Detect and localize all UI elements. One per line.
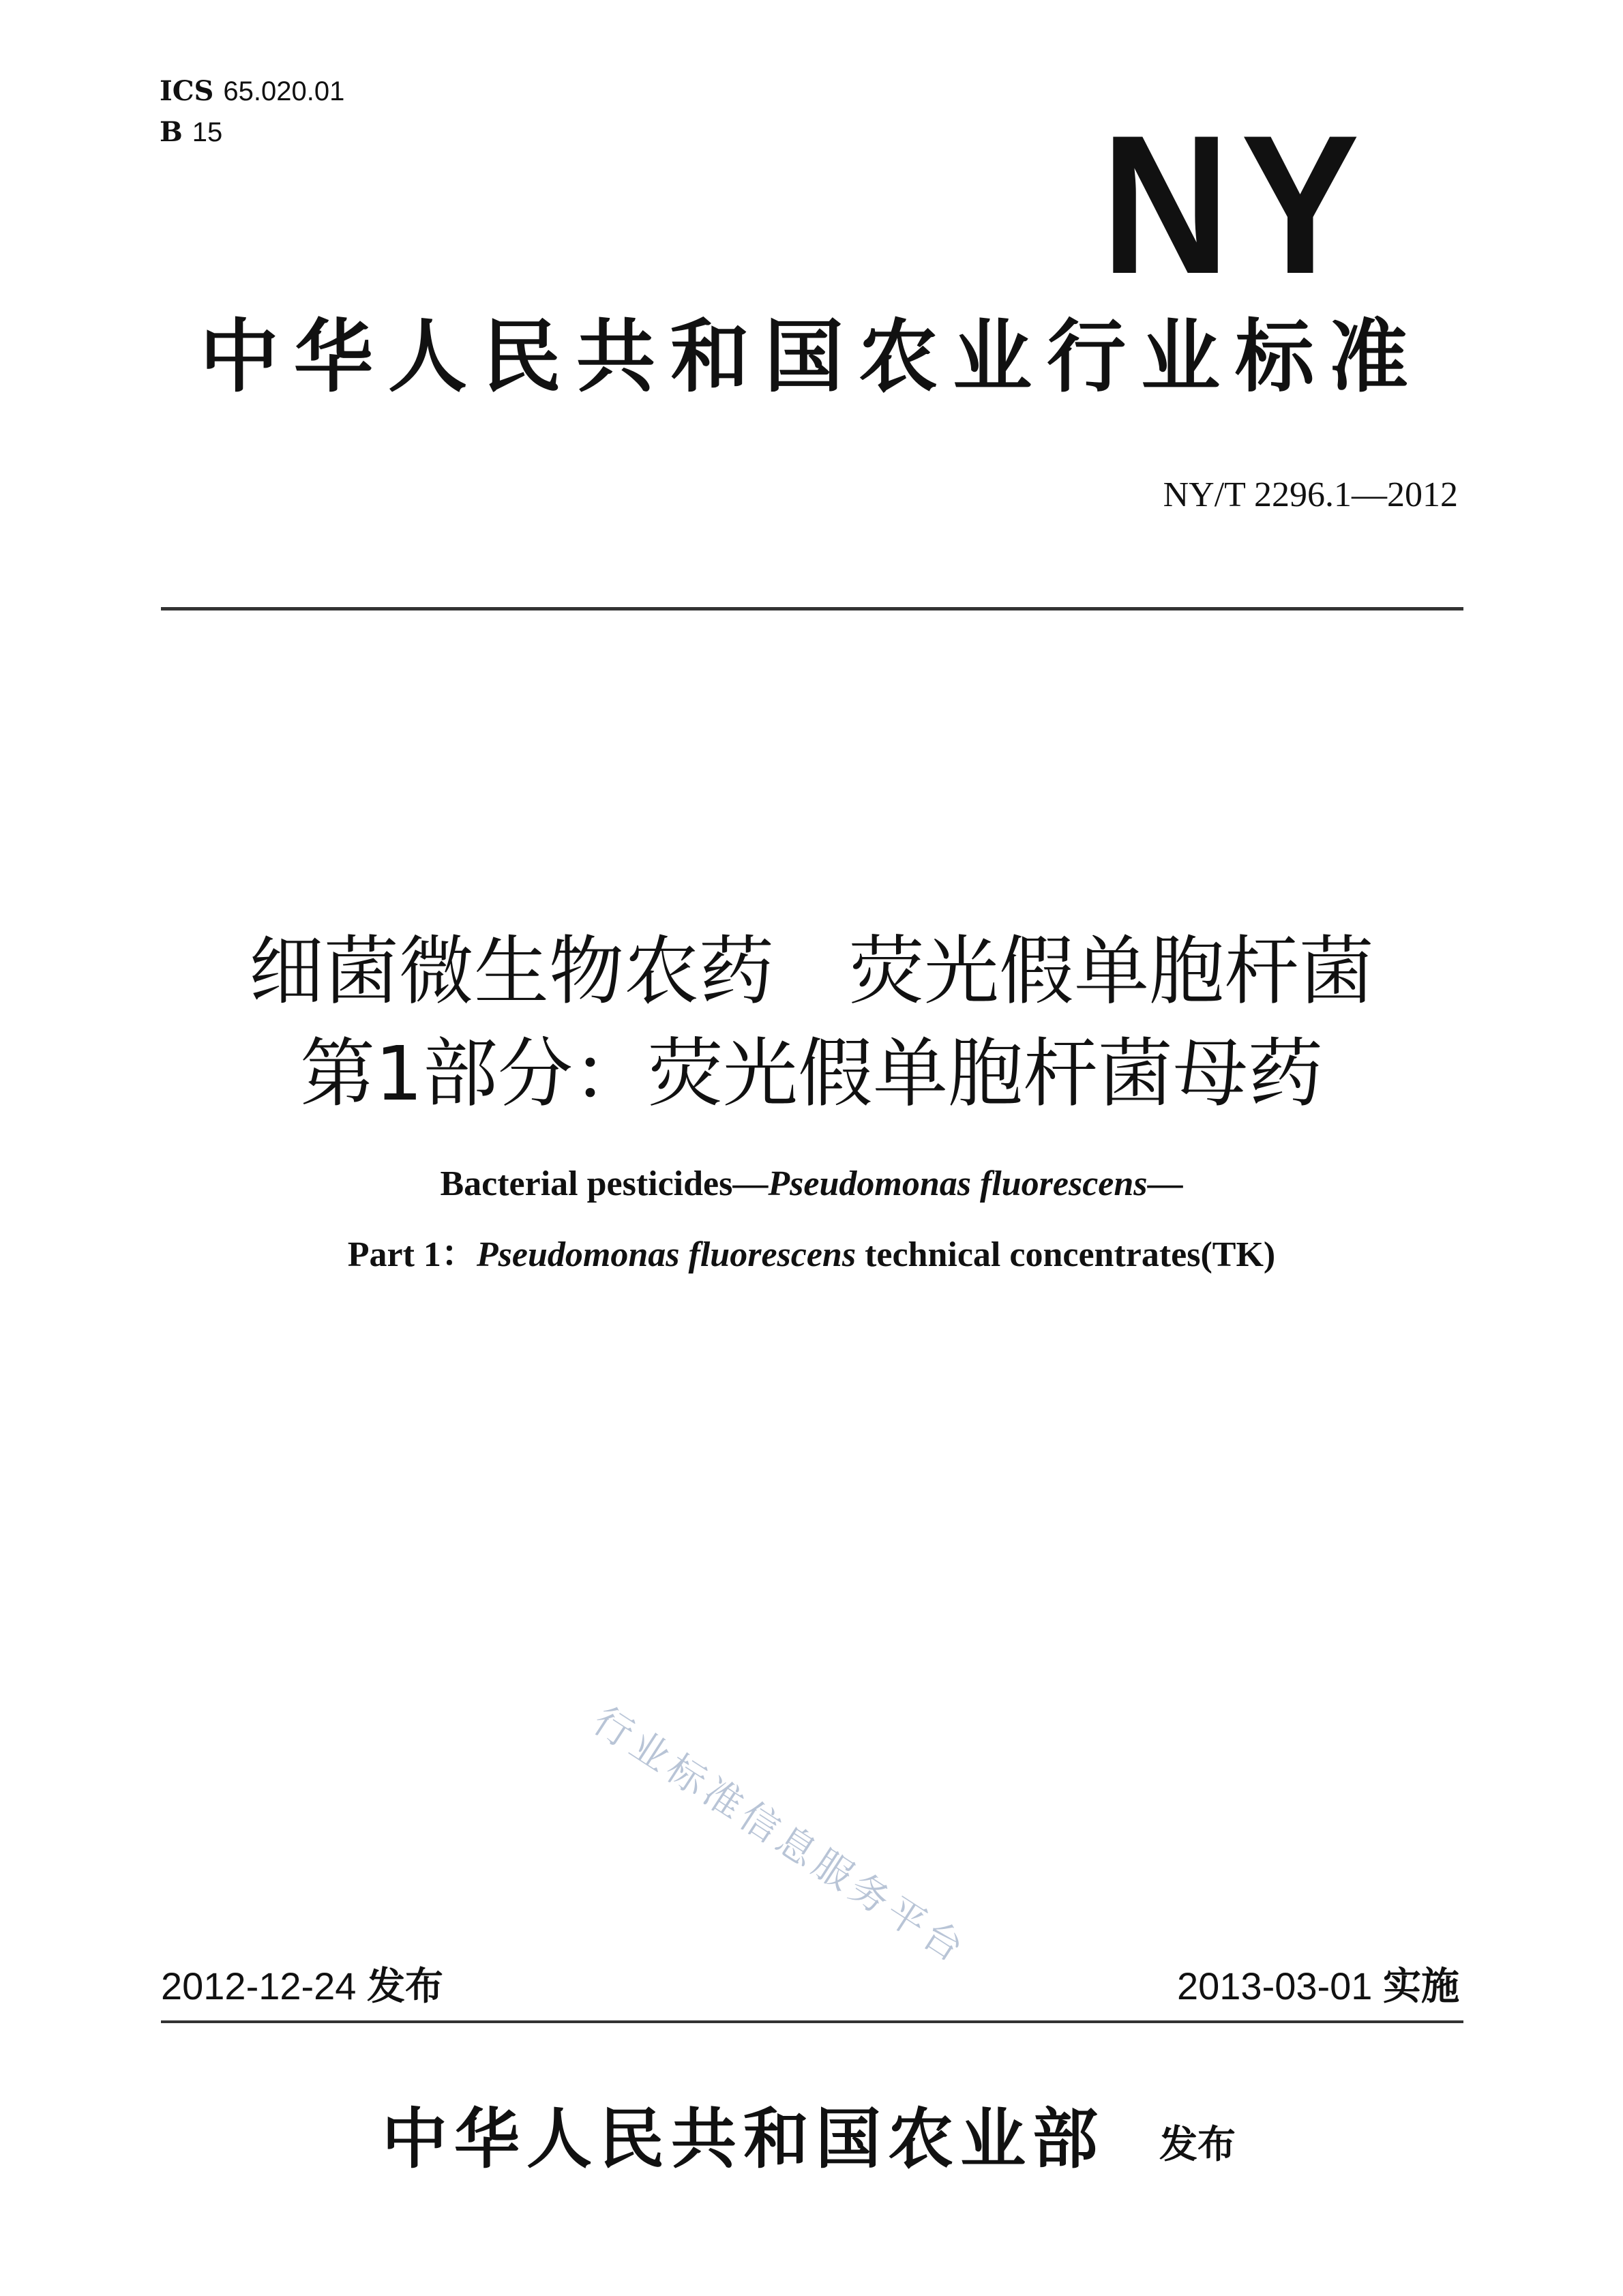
issue-date-line bbox=[161, 1956, 443, 2011]
ccs-label: B bbox=[160, 116, 183, 148]
title-en-1-part-a: Bacterial pesticides— bbox=[440, 1164, 769, 1203]
implement-label: 实施 bbox=[1383, 1964, 1459, 2007]
title-en-1-species: Pseudomonas fluorescens bbox=[768, 1164, 1148, 1203]
publisher-name: 中华人民共和国农业部 bbox=[382, 2100, 1105, 2177]
implement-date-line bbox=[1177, 1956, 1459, 2011]
ccs-code: 15 bbox=[192, 117, 223, 147]
classification-codes bbox=[160, 71, 344, 153]
title-en-2-species: Pseudomonas fluorescens bbox=[476, 1235, 857, 1274]
ics-label: ICS bbox=[160, 75, 214, 107]
title-en-2-part-c: technical concentrates(TK) bbox=[856, 1235, 1276, 1274]
ny-logo: NY bbox=[1101, 94, 1371, 315]
ics-code: 65.020.01 bbox=[223, 76, 345, 106]
title-en-line-2 bbox=[0, 1225, 1623, 1276]
implement-date: 2013-03-01 bbox=[1176, 1964, 1373, 2007]
watermark: 行业标准信息服务平台 bbox=[585, 1698, 976, 1974]
ccs-line bbox=[160, 112, 344, 153]
title-cn-line-1: 细菌微生物农药 荧光假单胞杆菌 bbox=[249, 928, 1374, 1015]
header-divider bbox=[161, 607, 1463, 610]
title-en-line-1 bbox=[0, 1164, 1623, 1204]
title-en-1-part-c: — bbox=[1147, 1164, 1183, 1203]
issue-label: 发布 bbox=[367, 1964, 444, 2007]
title-en-2-part-a: Part 1： bbox=[347, 1235, 477, 1274]
footer-divider bbox=[161, 2020, 1463, 2023]
standard-type-heading: 中华人民共和国农业行业标准 bbox=[200, 310, 1423, 403]
ics-line bbox=[160, 71, 344, 112]
title-cn-line-2: 第1部分：荧光假单胞杆菌母药 bbox=[300, 1030, 1323, 1117]
publisher-suffix: 发布 bbox=[1159, 2122, 1236, 2167]
standard-code: NY/T 2296.1—2012 bbox=[1163, 475, 1458, 514]
issue-date: 2012-12-24 bbox=[161, 1964, 357, 2007]
